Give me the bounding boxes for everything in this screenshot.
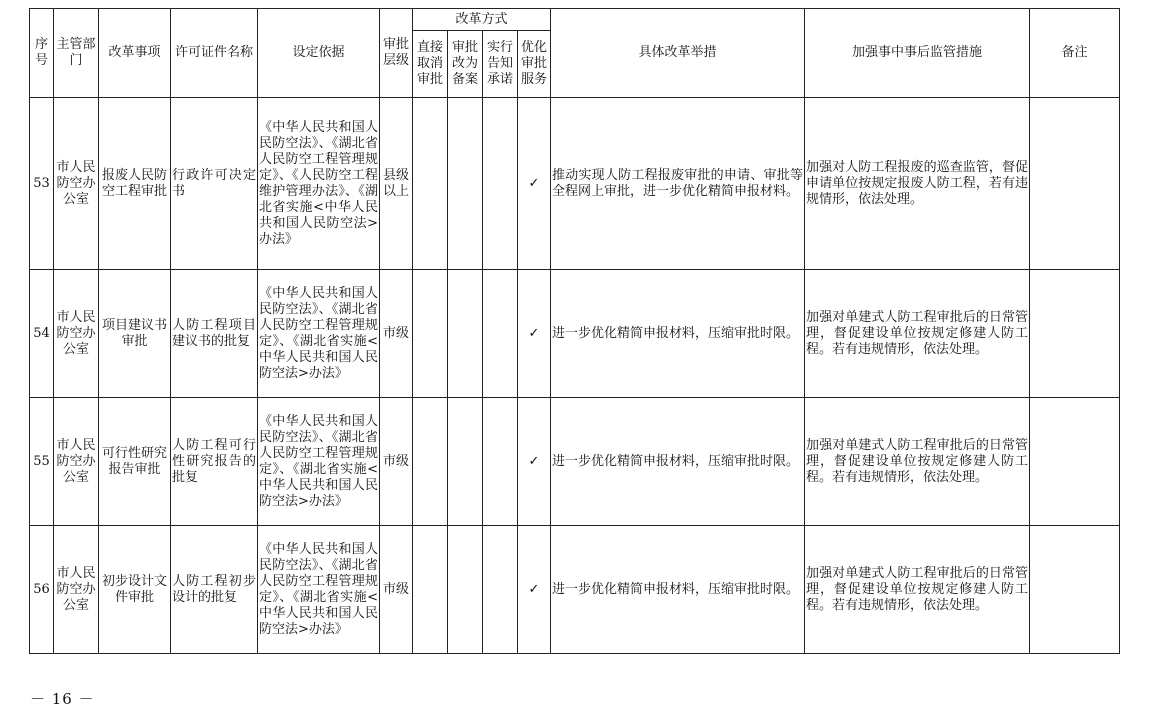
- row-change-to-record: [448, 398, 483, 526]
- row-notify-commit: [483, 98, 518, 270]
- row-license: 人防工程初步设计的批复: [171, 526, 258, 654]
- row-license: 人防工程可行性研究报告的批复: [171, 398, 258, 526]
- row-notify-commit: [483, 270, 518, 398]
- row-seq: 56: [30, 526, 54, 654]
- header-remarks: 备注: [1030, 9, 1120, 98]
- row-optimize-check: ✓: [518, 270, 551, 398]
- row-level: 市级: [380, 270, 413, 398]
- row-seq: 55: [30, 398, 54, 526]
- table-row: [30, 398, 1120, 526]
- row-dept: 市人民防空办公室: [54, 98, 99, 270]
- header-level: 审批层级: [380, 9, 413, 98]
- row-change-to-record: [448, 526, 483, 654]
- row-measures: 推动实现人防工程报废审批的申请、审批等全程网上审批，进一步优化精简申报材料。: [551, 98, 805, 270]
- row-level: 市级: [380, 398, 413, 526]
- header-measures: 具体改革举措: [551, 9, 805, 98]
- row-dept: 市人民防空办公室: [54, 398, 99, 526]
- header-direct-cancel: 直接取消审批: [413, 31, 448, 98]
- row-measures: 进一步优化精简申报材料，压缩审批时限。: [551, 270, 805, 398]
- row-license: 行政许可决定书: [171, 98, 258, 270]
- header-license: 许可证件名称: [171, 9, 258, 98]
- row-change-to-record: [448, 270, 483, 398]
- table-row: [30, 526, 1120, 654]
- row-notify-commit: [483, 398, 518, 526]
- row-notify-commit: [483, 526, 518, 654]
- header-dept: 主管部门: [54, 9, 99, 98]
- page-number: － 16 －: [30, 690, 95, 708]
- header-item: 改革事项: [99, 9, 171, 98]
- row-measures: 进一步优化精简申报材料，压缩审批时限。: [551, 398, 805, 526]
- header-basis: 设定依据: [258, 9, 380, 98]
- row-optimize-check: ✓: [518, 98, 551, 270]
- row-supervision: 加强对单建式人防工程审批后的日常管理，督促建设单位按规定修建人防工程。若有违规情形，依法处理。: [805, 398, 1030, 526]
- row-optimize-check: ✓: [518, 398, 551, 526]
- header-optimize-service: 优化审批服务: [518, 31, 551, 98]
- row-remarks: [1030, 270, 1120, 398]
- row-seq: 54: [30, 270, 54, 398]
- row-direct-cancel: [413, 98, 448, 270]
- table-row: [30, 270, 1120, 398]
- row-measures: 进一步优化精简申报材料，压缩审批时限。: [551, 526, 805, 654]
- header-supervision: 加强事中事后监管措施: [805, 9, 1030, 98]
- row-dept: 市人民防空办公室: [54, 270, 99, 398]
- row-remarks: [1030, 398, 1120, 526]
- header-seq: 序号: [30, 9, 54, 98]
- header-notify-commit: 实行告知承诺: [483, 31, 518, 98]
- row-supervision: 加强对人防工程报废的巡查监管，督促申请单位按规定报废人防工程，若有违规情形，依法处理。: [805, 98, 1030, 270]
- row-basis: 《中华人民共和国人民防空法》、《湖北省人民防空工程管理规定》、《人民防空工程维护管理办法》、《湖北省实施<中华人民共和国人民防空法>办法》: [258, 98, 380, 270]
- row-item: 可行性研究报告审批: [99, 398, 171, 526]
- row-item: 项目建议书审批: [99, 270, 171, 398]
- row-license: 人防工程项目建议书的批复: [171, 270, 258, 398]
- row-seq: 53: [30, 98, 54, 270]
- reform-items-table: [29, 8, 1120, 654]
- row-basis: 《中华人民共和国人民防空法》、《湖北省人民防空工程管理规定》、《湖北省实施<中华人民共和国人民防空法>办法》: [258, 398, 380, 526]
- row-basis: 《中华人民共和国人民防空法》、《湖北省人民防空工程管理规定》、《湖北省实施<中华人民共和国人民防空法>办法》: [258, 526, 380, 654]
- table-row: [30, 98, 1120, 270]
- row-level: 县级以上: [380, 98, 413, 270]
- row-direct-cancel: [413, 398, 448, 526]
- row-level: 市级: [380, 526, 413, 654]
- row-change-to-record: [448, 98, 483, 270]
- row-supervision: 加强对单建式人防工程审批后的日常管理，督促建设单位按规定修建人防工程。若有违规情形，依法处理。: [805, 526, 1030, 654]
- row-direct-cancel: [413, 526, 448, 654]
- row-dept: 市人民防空办公室: [54, 526, 99, 654]
- row-remarks: [1030, 98, 1120, 270]
- row-remarks: [1030, 526, 1120, 654]
- header-method: 改革方式: [413, 9, 551, 31]
- row-optimize-check: ✓: [518, 526, 551, 654]
- row-item: 初步设计文件审批: [99, 526, 171, 654]
- header-change-to-record: 审批改为备案: [448, 31, 483, 98]
- row-basis: 《中华人民共和国人民防空法》、《湖北省人民防空工程管理规定》、《湖北省实施<中华人民共和国人民防空法>办法》: [258, 270, 380, 398]
- row-supervision: 加强对单建式人防工程审批后的日常管理，督促建设单位按规定修建人防工程。若有违规情形，依法处理。: [805, 270, 1030, 398]
- row-item: 报废人民防空工程审批: [99, 98, 171, 270]
- row-direct-cancel: [413, 270, 448, 398]
